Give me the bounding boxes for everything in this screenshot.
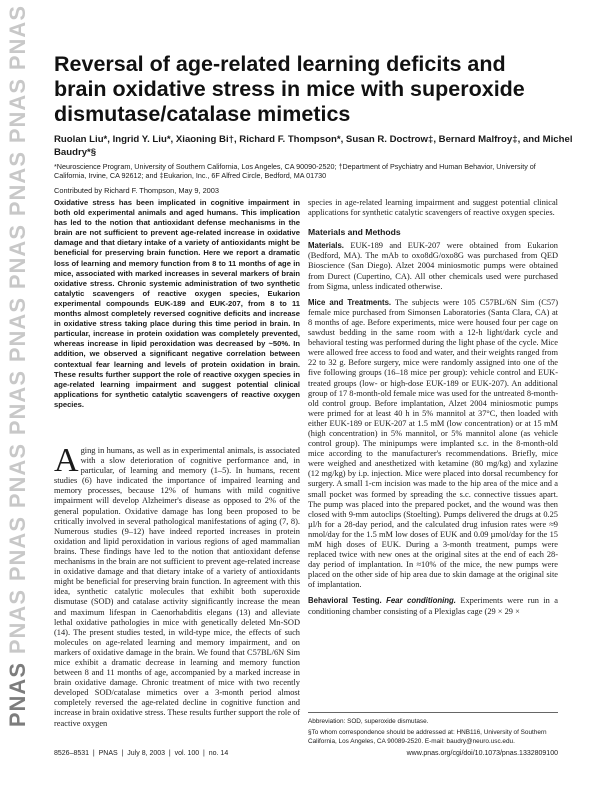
mice-heading: Mice and Treatments. <box>308 297 392 307</box>
journal-logo-word: PNAS <box>5 370 30 436</box>
materials-paragraph <box>308 241 558 291</box>
behavior-heading: Behavioral Testing. <box>308 596 382 606</box>
journal-logo-word: PNAS <box>5 662 30 728</box>
correspondence-note: §To whom correspondence should be addressed at: HNB116, University of Southern California, Los Angeles, CA 90089-2520. E-mail: baudry@neuro.usc.edu. <box>308 729 547 745</box>
introduction-text: ging in humans, as well as in experimental animals, is associated with a slow deterioration of cognitive performance and, in particular, of learning and memory (1–5). In humans, recent studies (6) have indicated the importance of impaired learning and memory processes, because 12% of humans with mild cognitive impairment will develop Alzheimer's disease as opposed to 2% of the general population. Oxidative damage has long been proposed to be critically involved in several pathological manifestations of aging (7, 8). Numerous studies (9–12) have indeed reported increases in protein oxidation and lipid peroxidation in various regions of aged mammalian brains. These findings have led to the notion that antioxidant defense mechanisms in the brain are not sufficient to prevent age-related increase in oxidative damage and that dietary intake of a variety of antioxidants might be beneficial for preserving brain function. In agreement with this idea, synthetic catalytic molecules that exhibit both superoxide dismutase (SOD) and catalase activity significantly increase the mean and maximum lifespan in Caenorhabditis elegans (13) and alleviate lethal oxidative pathologies in mice with genetically deleted Mn-SOD (14). The present studies tested, in wild-type mice, the effects of such molecules on age-related learning and memory impairment, and on markers of oxidative damage in the brain. We found that C57BL/6N Sim mice exhibit a dramatic decrease in learning and memory function between 8 and 11 months of age, accompanied by a marked increase in brain oxidative damage. Chronic treatment of mice with two recently developed SOD/catalase mimetics over a 3-month period almost completely reversed the age-related decline in cognitive function and increase in brain oxidative stress. These results further support the role of reactive oxygen <box>54 446 300 728</box>
footer-doi-link[interactable]: www.pnas.org/cgi/doi/10.1073/pnas.1332809100 <box>406 750 558 757</box>
right-column <box>308 198 558 617</box>
materials-heading: Materials. <box>308 241 344 251</box>
author-list: Ruolan Liu*, Ingrid Y. Liu*, Xiaoning Bi†, Richard F. Thompson*, Susan R. Doctrow‡, Bernard Malfroy‡, and Michel Baudry*§ <box>54 134 573 158</box>
journal-logo-word: PNAS <box>5 5 30 71</box>
contributed-by: Contributed by Richard F. Thompson, May 9, 2003 <box>54 186 220 195</box>
footnotes <box>308 712 558 749</box>
journal-logo-word: PNAS <box>5 78 30 144</box>
journal-logo-word: PNAS <box>5 224 30 290</box>
journal-logo-word: PNAS <box>5 589 30 655</box>
behavior-paragraph <box>308 596 558 616</box>
introduction <box>54 442 300 729</box>
affiliations: *Neuroscience Program, University of Southern California, Los Angeles, CA 90090-2520; †Department of Psychiatry and Human Behavior, University of California, Irvine, CA 92612; and ‡Eukarion, Inc., 6F Alfred Circle, Bedford, MA 01730 <box>54 162 536 181</box>
paper-title: Reversal of age-related learning deficits and brain oxidative stress in mice with superoxide dismutase/catalase mimetics <box>54 52 525 126</box>
behavior-subheading: Fear conditioning. <box>386 596 456 606</box>
abstract-continuation: species in age-related learning impairment and suggest potential clinical applications for synthetic catalytic scavengers of reactive oxygen species. <box>308 198 558 218</box>
drop-cap: A <box>54 442 79 479</box>
journal-logo-word: PNAS <box>5 443 30 509</box>
abbreviation-note: Abbreviation: SOD, superoxide dismutase. <box>308 718 429 725</box>
behavior-text: Experiments were run in a conditioning chamber consisting of a Plexiglas cage (29 × 29 × <box>308 596 558 616</box>
mice-text: The subjects were 105 C57BL/6N Sim (C57) female mice purchased from Simonsen Laboratories (Santa Clara, CA) at 8 months of age. Before experiments, mice were housed four per cage on sawdust bedding in the same room with a 12-h light/dark cycle and behavioral testing was performed during the light phase of the cycle. Mice were allowed free access to food and water, and their weights ranged from 22 to 32 g. Before surgery, mice were randomly assigned into one of the five following groups (16–18 mice per group): vehicle control and EUK-treated groups (low- or high-dose EUK-189 or EUK-207). An additional group of 17 8-month-old female mice was used for the untreated 8-month-old control group. Before implantation, Alzet 2004 miniosmotic pumps were primed for at least 40 h in 5% mannitol at 37°C, then loaded with either EUK-189 or EUK-207 at 1.5 mM (low concentration) or at 15 mM (high concentration) in 5% mannitol, or 5% mannitol alone (as vehicle control group). The minipumps were implanted s.c. in the 8-month-old mice according to the manufacturer's recommendations. Briefly, mice were weighed and anesthetized with ketamine (80 mg/kg) and xylazine (12 mg/kg) by i.p. injection. Mice were placed into dorsal recumbency for surgery. A small 1-cm incision was made to the hip area of the mice and a small pocket was formed by spreading the s.c. connective tissues apart. The pump was placed into the prepared pocket, and the wound was then closed with 9-mm autoclips (Stoelting). Pumps delivered the drugs at 0.25 µl/h for a 28-day period, and the calculated drug infusion rates were ≈9 nmol/day for the 1.5 mM low doses of EUK and 0.09 µmol/day for the 15 mM high doses of EUK. During a 3-month treatment, pumps were replaced twice with new ones at the original sites at the end of each 28-day period of implantation. In ≈10% of the mice, the new pumps were placed on the other side of hip area due to skin damage at the original site of implantation. <box>308 297 558 590</box>
section-title-methods: Materials and Methods <box>308 227 401 238</box>
mice-paragraph <box>308 298 558 591</box>
journal-logo-word: PNAS <box>5 151 30 217</box>
materials-text: EUK-189 and EUK-207 were obtained from Eukarion (Bedford, MA). The mAb to oxo8dG/oxo8G was purchased from QED Bioscience (San Diego). Alzet 2004 miniosmotic pumps were obtained from Durect (Cupertino, CA). All other chemicals used were purchased from Sigma, unless indicated otherwise. <box>308 241 558 291</box>
journal-sidebar <box>0 0 36 785</box>
journal-logo-word: PNAS <box>5 297 30 363</box>
journal-logo-word: PNAS <box>5 516 30 582</box>
footer-citation: 8526–8531 | PNAS | July 8, 2003 | vol. 100 | no. 14 <box>54 750 229 757</box>
abstract: Oxidative stress has been implicated in cognitive impairment in both old experimental animals and aged humans. This implication has led to the notion that antioxidant defense mechanisms in the brain are not sufficient to prevent age-related increase in oxidative damage and that dietary intake of a variety of antioxidants might be beneficial for preserving brain function. Here we report a dramatic loss of learning and memory function from 8 to 11 months of age in mice, associated with marked increases in several markers of brain oxidative stress. Chronic systemic administration of two synthetic catalytic scavengers of reactive oxygen species, Eukarion experimental compounds EUK-189 and EUK-207, from 8 to 11 months almost completely reversed cognitive deficits and increase in oxidative stress taking place during this time period in brain. In particular, increase in protein oxidation was completely prevented, whereas increase in lipid peroxidation was decreased by ~50%. In addition, we observed a significant negative correlation between contextual fear learning and levels of protein oxidation in brain. These results further support the role of reactive oxygen species in age-related learning impairment and suggest potential clinical applications for synthetic catalytic scavengers of reactive oxygen species. <box>54 198 300 409</box>
